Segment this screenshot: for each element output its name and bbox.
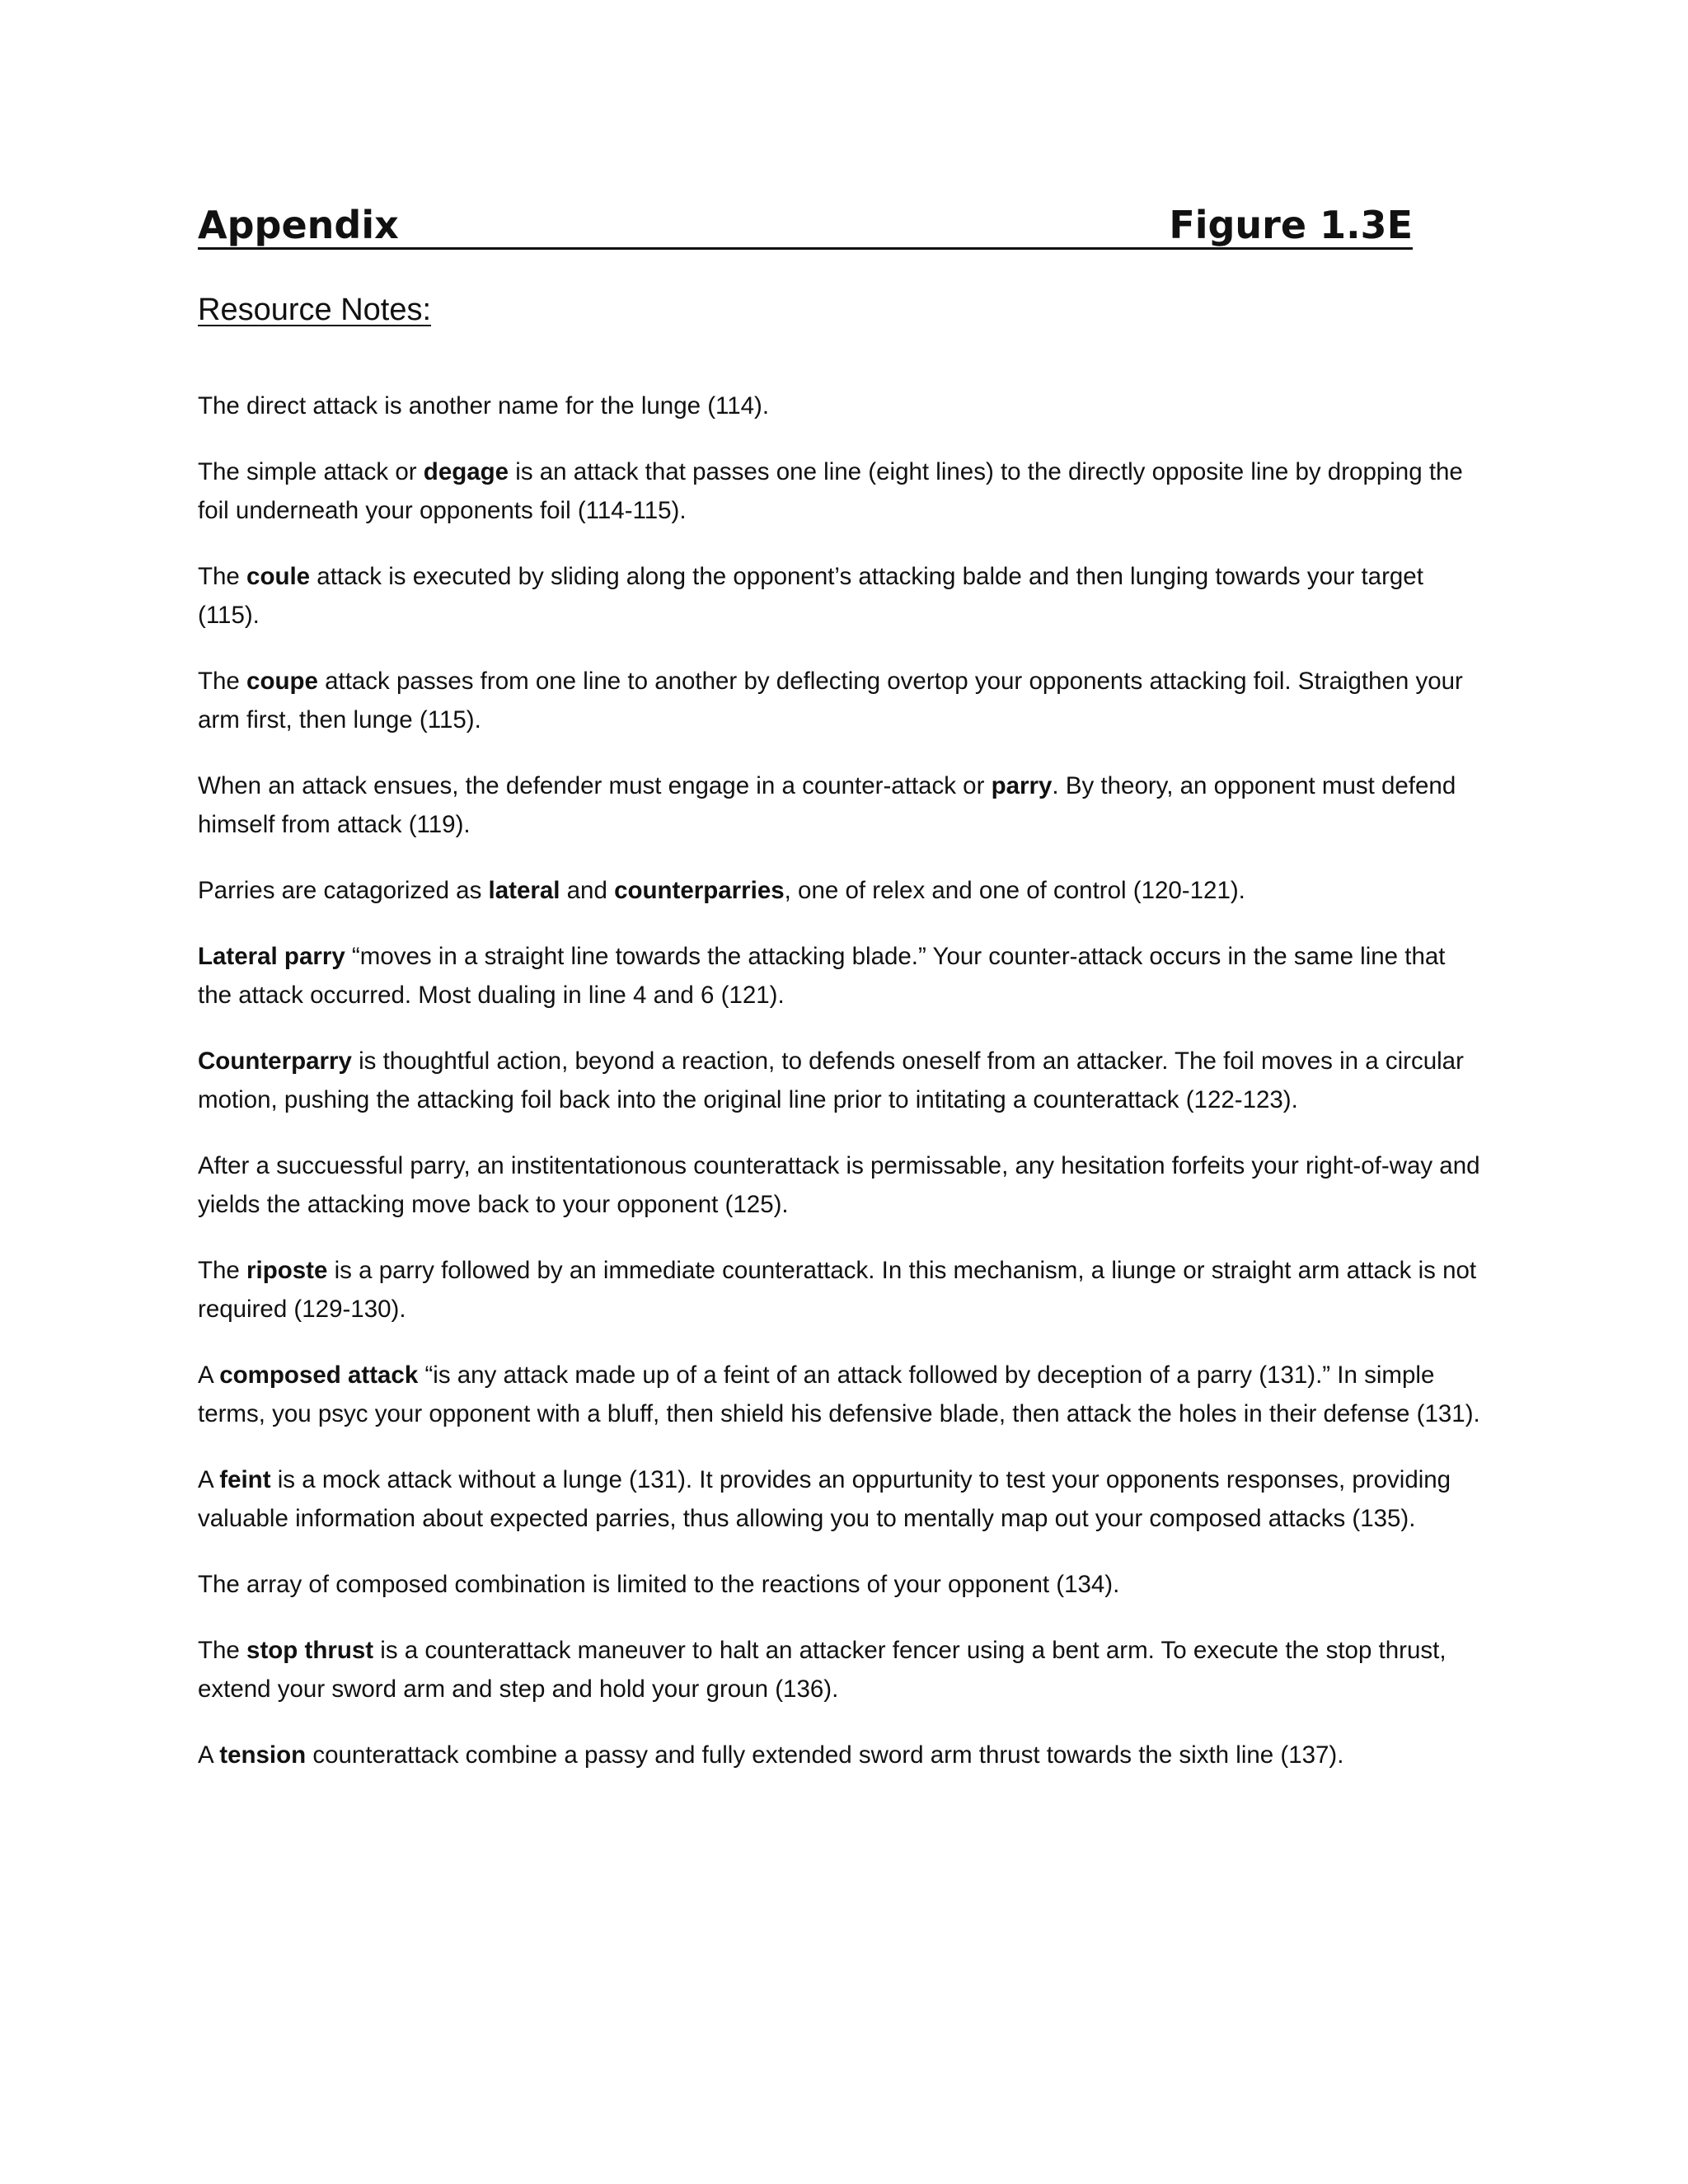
bold-term: lateral — [488, 877, 560, 904]
bold-term: feint — [219, 1466, 271, 1493]
note-paragraph — [198, 1042, 1484, 1119]
resource-notes-heading: Resource Notes: — [198, 293, 432, 327]
text-run: The — [198, 563, 247, 590]
text-run: The array of composed combination is limited to the reactions of your opponent (134). — [198, 1571, 1120, 1598]
text-run: counterattack combine a passy and fully extended sword arm thrust towards the sixth line (137). — [306, 1741, 1344, 1769]
text-run: The — [198, 1637, 247, 1664]
text-run: Parries are catagorized as — [198, 877, 489, 904]
bold-term: Lateral parry — [198, 943, 345, 970]
bold-term: composed attack — [219, 1361, 419, 1389]
bold-term: counterparries — [614, 877, 785, 904]
note-paragraph — [198, 1565, 1484, 1604]
text-run: The direct attack is another name for the lunge (114). — [198, 392, 770, 419]
text-run: . By theory, an opponent must defend himself from attack (119). — [198, 772, 1456, 838]
page-header — [198, 196, 1413, 250]
note-paragraph — [198, 937, 1484, 1015]
text-run: A — [198, 1466, 220, 1493]
document-page — [198, 196, 1484, 1802]
text-run: is a counterattack maneuver to halt an attacker fencer using a bent arm. To execute the stop thrust, extend your sword arm and step and hold your groun (136). — [198, 1637, 1447, 1703]
text-run: attack is executed by sliding along the opponent’s attacking balde and then lunging towards your target (115). — [198, 563, 1423, 629]
text-run: When an attack ensues, the defender must engage in a counter-attack or — [198, 772, 992, 799]
bold-term: coupe — [246, 668, 318, 695]
notes-body — [198, 387, 1484, 1774]
text-run: A — [198, 1741, 220, 1769]
note-paragraph — [198, 1736, 1484, 1774]
bold-term: stop thrust — [246, 1637, 374, 1664]
text-run: , one of relex and one of control (120-121). — [784, 877, 1245, 904]
bold-term: riposte — [246, 1257, 328, 1284]
bold-term: coule — [246, 563, 311, 590]
appendix-heading: Appendix — [198, 203, 399, 247]
note-paragraph — [198, 662, 1484, 739]
text-run: is a parry followed by an immediate counterattack. In this mechanism, a liunge or straight arm attack is not required (129-130). — [198, 1257, 1477, 1323]
text-run: The — [198, 668, 247, 695]
note-paragraph — [198, 452, 1484, 530]
note-paragraph — [198, 1631, 1484, 1708]
text-run: is a mock attack without a lunge (131). It provides an oppurtunity to test your opponents responses, providing valuable information about expected parries, thus allowing you to mentally map out your composed attacks (135). — [198, 1466, 1451, 1532]
bold-term: degage — [423, 458, 509, 485]
bold-term: Counterparry — [198, 1047, 352, 1075]
note-paragraph — [198, 387, 1484, 425]
note-paragraph — [198, 1251, 1484, 1329]
text-run: “moves in a straight line towards the attacking blade.” Your counter-attack occurs in the same line that the attack occurred. Most dualing in line 4 and 6 (121). — [198, 943, 1446, 1009]
note-paragraph — [198, 1356, 1484, 1433]
text-run: attack passes from one line to another by deflecting overtop your opponents attacking foil. Straigthen your arm first, then lunge (115). — [198, 668, 1463, 733]
text-run: A — [198, 1361, 220, 1389]
note-paragraph — [198, 766, 1484, 844]
figure-label: Figure 1.3E — [1169, 203, 1413, 247]
text-run: and — [560, 877, 615, 904]
bold-term: parry — [991, 772, 1053, 799]
text-run: “is any attack made up of a feint of an attack followed by deception of a parry (131).” In simple terms, you psyc your opponent with a bluff, then shield his defensive blade, then attack the holes in their defense (131). — [198, 1361, 1480, 1427]
note-paragraph — [198, 557, 1484, 635]
text-run: After a succuessful parry, an institentationous counterattack is permissable, any hesitation forfeits your right-of-way and yields the attacking move back to your opponent (125). — [198, 1152, 1480, 1218]
text-run: The — [198, 1257, 247, 1284]
text-run: The simple attack or — [198, 458, 424, 485]
text-run: is an attack that passes one line (eight lines) to the directly opposite line by dropping the foil underneath your opponents foil (114-115). — [198, 458, 1463, 524]
note-paragraph — [198, 1460, 1484, 1538]
text-run: is thoughtful action, beyond a reaction, to defends oneself from an attacker. The foil moves in a circular motion, pushing the attacking foil back into the original line prior to intitating a counterattack (122-123). — [198, 1047, 1464, 1113]
note-paragraph — [198, 1146, 1484, 1224]
note-paragraph — [198, 871, 1484, 910]
bold-term: tension — [219, 1741, 307, 1769]
